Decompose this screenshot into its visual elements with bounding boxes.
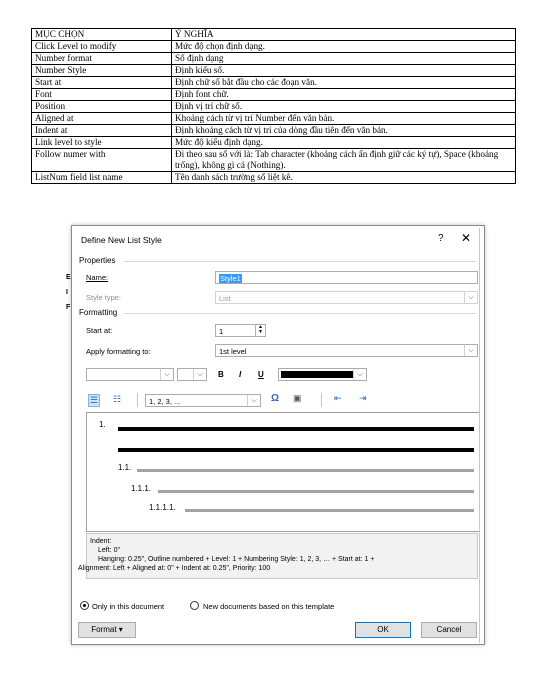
chevron-down-icon: ⌵ [247,395,260,406]
document-side-mark: I [66,289,68,296]
apply-formatting-select[interactable] [215,344,478,357]
picture-icon[interactable]: ▣ [293,393,302,403]
decrease-indent-icon[interactable]: ⇤ [334,393,342,403]
table-header-row [32,29,516,41]
table-cell: Định kiểu số. [172,65,516,77]
table-row [32,149,516,172]
numbering-icon[interactable]: ☰ [90,395,99,405]
toolbar-divider [321,393,322,407]
apply-formatting-label: Apply formatting to: [86,347,151,356]
table-cell: Định font chữ. [172,89,516,101]
chevron-down-icon: ⌵ [160,369,173,380]
table-cell: Khoảng cách từ vị trí Number đến văn bản. [172,113,516,125]
table-cell: Link level to style [32,137,172,149]
spin-arrows-icon[interactable]: ▲ ▼ [255,325,265,336]
formatting-heading: Formatting [79,308,118,317]
bullets-icon[interactable]: ☷ [113,394,122,404]
document-side-mark: F [66,304,71,311]
new-documents-radio[interactable] [190,601,199,610]
define-new-list-style-dialog [71,225,485,645]
window-edge [479,228,480,643]
table-cell: Số định dạng [172,53,516,65]
style-type-label: Style type: [86,293,122,302]
table-cell: Number format [32,53,172,65]
style-description [78,533,478,579]
italic-button[interactable]: I [239,370,242,379]
table-row [32,172,516,184]
table-cell: Start at [32,77,172,89]
dialog-title: Define New List Style [81,235,162,245]
name-label: Name: [86,273,109,282]
preview-level-3-line [158,490,474,493]
name-input[interactable] [215,271,478,284]
chevron-down-icon: ⌵ [464,345,477,356]
table-header-cell: Ý NGHĨA [172,29,516,41]
start-at-label: Start at: [86,326,113,335]
increase-indent-icon[interactable]: ⇥ [359,393,367,403]
table-cell: Click Level to modify [32,41,172,53]
description-line: Indent: [90,538,112,545]
table-row [32,65,516,77]
table-cell: Tên danh sách trường số liệt kê. [172,172,516,184]
table-cell: Number Style [32,65,172,77]
table-row [32,101,516,113]
properties-heading: Properties [79,256,116,265]
help-icon[interactable]: ? [438,233,444,244]
close-icon[interactable]: ✕ [461,231,472,245]
table-cell: Position [32,101,172,113]
apply-formatting-value: 1st level [219,347,247,356]
number-style-value: 1, 2, 3, ... [149,397,181,406]
table-row [32,137,516,149]
table-cell: Đi theo sau số với là: Tab character (khoảng cách ấn định giữ các ký tự), Space (khoảng trống), không gì cả (Nothing). [172,149,516,172]
table-cell: Định chữ số bắt đầu cho các đoạn văn. [172,77,516,89]
only-this-document-radio[interactable] [80,601,89,610]
table-cell: Định vị trí chữ số. [172,101,516,113]
chevron-down-icon: ⌵ [464,292,477,303]
preview-level-3-number: 1.1.1. [131,484,152,493]
table-row [32,113,516,125]
table-header-cell: MỤC CHỌN [32,29,172,41]
start-at-value: 1 [219,327,224,336]
new-documents-label[interactable]: New documents based on this template [203,602,335,611]
table-cell: Định khoảng cách từ vị trí của dòng đầu tiên đến văn bản. [172,125,516,137]
description-line: Left: 0" [98,547,120,554]
preview-level-4-number: 1.1.1.1. [149,503,176,512]
dialog-titlebar[interactable] [72,226,484,252]
underline-button[interactable]: U [258,370,264,379]
symbol-icon[interactable]: Ω [271,393,280,404]
cancel-button[interactable]: Cancel [421,622,477,638]
table-cell: Follow numer with [32,149,172,172]
preview-level-1-line [118,427,474,431]
font-size-select[interactable] [177,368,207,381]
table-cell: Mức độ chọn định dạng. [172,41,516,53]
preview-level-4-line [185,509,474,512]
only-this-document-label[interactable]: Only in this document [92,602,165,611]
chevron-down-icon: ⌵ [193,369,206,380]
table-cell: Mức độ kiểu định dạng. [172,137,516,149]
description-line: Alignment: Left + Aligned at: 0" + Indent at: 0.25", Priority: 100 [78,565,271,572]
table-cell: ListNum field list name [32,172,172,184]
table-row [32,89,516,101]
start-at-stepper[interactable] [215,324,266,337]
document-side-mark: E [66,274,71,281]
preview-level-2-number: 1.1. [118,463,132,472]
toolbar-divider [137,393,138,407]
font-name-select[interactable] [86,368,174,381]
preview-text-line [118,448,474,452]
font-color-swatch [281,371,353,378]
style-type-select [215,291,478,304]
document-table [31,28,516,184]
format-button[interactable]: Format ▾ [78,622,136,638]
table-row [32,125,516,137]
ok-button[interactable]: OK [355,622,411,638]
table-row [32,41,516,53]
name-input-value: Style1 [220,274,241,283]
formatting-divider [124,313,476,314]
bold-button[interactable]: B [218,370,224,379]
description-line: Hanging: 0.25", Outline numbered + Level: 1 + Numbering Style: 1, 2, 3, … + Start at: 1 + [98,556,375,563]
table-row [32,77,516,89]
style-type-value: List [219,294,231,303]
table-cell: Aligned at [32,113,172,125]
preview-level-2-line [137,469,474,472]
preview-level-1-number: 1. [99,420,106,429]
table-row [32,53,516,65]
font-color-select[interactable] [278,368,367,381]
table-cell: Font [32,89,172,101]
list-preview [86,412,480,532]
table-cell: Indent at [32,125,172,137]
number-style-select[interactable] [145,394,261,407]
properties-divider [124,261,476,262]
chevron-down-icon: ⌵ [353,369,366,380]
